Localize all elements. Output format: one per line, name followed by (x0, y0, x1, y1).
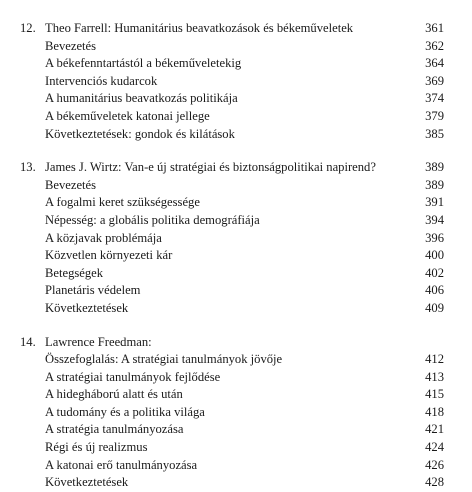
toc-entry (0, 38, 472, 56)
page-number: 396 (425, 230, 444, 245)
chapter-heading-text (0, 20, 404, 38)
entry-label: Planetáris védelem (45, 283, 141, 298)
entry-label: A stratégiai tanulmányok fejlődése (45, 369, 221, 384)
page-number: 426 (425, 457, 444, 472)
toc-entry (0, 386, 472, 404)
entry-label: Népesség: a globális politika demográfiája (45, 212, 260, 227)
page-number: 402 (425, 265, 444, 280)
chapter-number: 12. (20, 21, 36, 35)
chapter-heading (0, 159, 472, 177)
toc-entry (0, 369, 472, 387)
page-number: 374 (425, 91, 444, 106)
entry-label: Betegségek (45, 265, 104, 280)
toc-entry (0, 90, 472, 108)
chapter-heading-text (0, 334, 404, 352)
entry-label: A közjavak problémája (45, 230, 162, 245)
page-number: 369 (425, 73, 444, 88)
chapter-14 (0, 334, 472, 492)
page-number: 412 (425, 352, 444, 367)
entry-label: Intervenciós kudarcok (45, 73, 158, 88)
chapter-title: Lawrence Freedman: (45, 334, 152, 349)
toc-entry (0, 212, 472, 230)
page-number: 364 (425, 56, 444, 71)
chapter-title: James J. Wirtz: Van-e új stratégiai és biztonságpolitikai napirend? (45, 160, 376, 175)
entry-label: Összefoglalás: A stratégiai tanulmányok jövője (45, 352, 283, 367)
page-number: 389 (425, 160, 444, 175)
page-number: 424 (425, 440, 444, 455)
entry-label: A békefenntartástól a békeműveletekig (45, 56, 242, 71)
toc-entry (0, 194, 472, 212)
entry-label: Következtetések (45, 300, 129, 315)
entry-label: A stratégia tanulmányozása (45, 422, 184, 437)
entry-label: A humanitárius beavatkozás politikája (45, 91, 238, 106)
entry-label: Régi és új realizmus (45, 440, 148, 455)
toc-entry (0, 439, 472, 457)
page-number: 391 (425, 195, 444, 210)
toc-entry (0, 126, 472, 144)
chapter-heading-text (0, 159, 404, 177)
page-number: 418 (425, 404, 444, 419)
entry-label: A tudomány és a politika világa (45, 404, 205, 419)
page-number: 415 (425, 387, 444, 402)
toc-entry (0, 421, 472, 439)
entry-label: Bevezetés (45, 38, 97, 53)
chapter-12 (0, 20, 472, 143)
page-number: 389 (425, 177, 444, 192)
entry-label: A fogalmi keret szükségessége (45, 195, 200, 210)
page-number: 394 (425, 212, 444, 227)
page-number: 406 (425, 283, 444, 298)
toc-entry (0, 55, 472, 73)
toc-entry (0, 300, 472, 318)
chapter-heading (0, 334, 472, 352)
entry-label: Következtetések: gondok és kilátások (45, 126, 235, 141)
page-number: 428 (425, 475, 444, 490)
chapter-number: 13. (20, 160, 36, 175)
chapter-heading (0, 20, 472, 38)
toc-entry (0, 351, 472, 369)
toc-entry (0, 230, 472, 248)
page-number: 400 (425, 248, 444, 263)
chapter-number: 14. (20, 334, 36, 349)
page-number: 413 (425, 369, 444, 384)
toc-entry (0, 73, 472, 91)
entry-label: Bevezetés (45, 177, 97, 192)
entry-label: Közvetlen környezeti kár (45, 248, 173, 263)
toc-entry (0, 177, 472, 195)
chapter-13 (0, 159, 472, 317)
toc-entry (0, 474, 472, 492)
page-number: 421 (425, 422, 444, 437)
toc-entry (0, 247, 472, 265)
toc-entry (0, 265, 472, 283)
page-number: 409 (425, 300, 444, 315)
toc-entry (0, 457, 472, 475)
toc-entry (0, 404, 472, 422)
page-number: 362 (425, 38, 444, 53)
page-number: 379 (425, 108, 444, 123)
chapter-title: Theo Farrell: Humanitárius beavatkozások és békeműveletek (45, 21, 354, 35)
entry-label: A katonai erő tanulmányozása (45, 457, 198, 472)
page-number: 361 (425, 21, 444, 35)
toc-entry (0, 282, 472, 300)
entry-label: A hidegháború alatt és után (45, 387, 183, 402)
entry-label: A békeműveletek katonai jellege (45, 108, 210, 123)
entry-label: Következtetések (45, 475, 129, 490)
toc-entry (0, 108, 472, 126)
page-number: 385 (425, 126, 444, 141)
